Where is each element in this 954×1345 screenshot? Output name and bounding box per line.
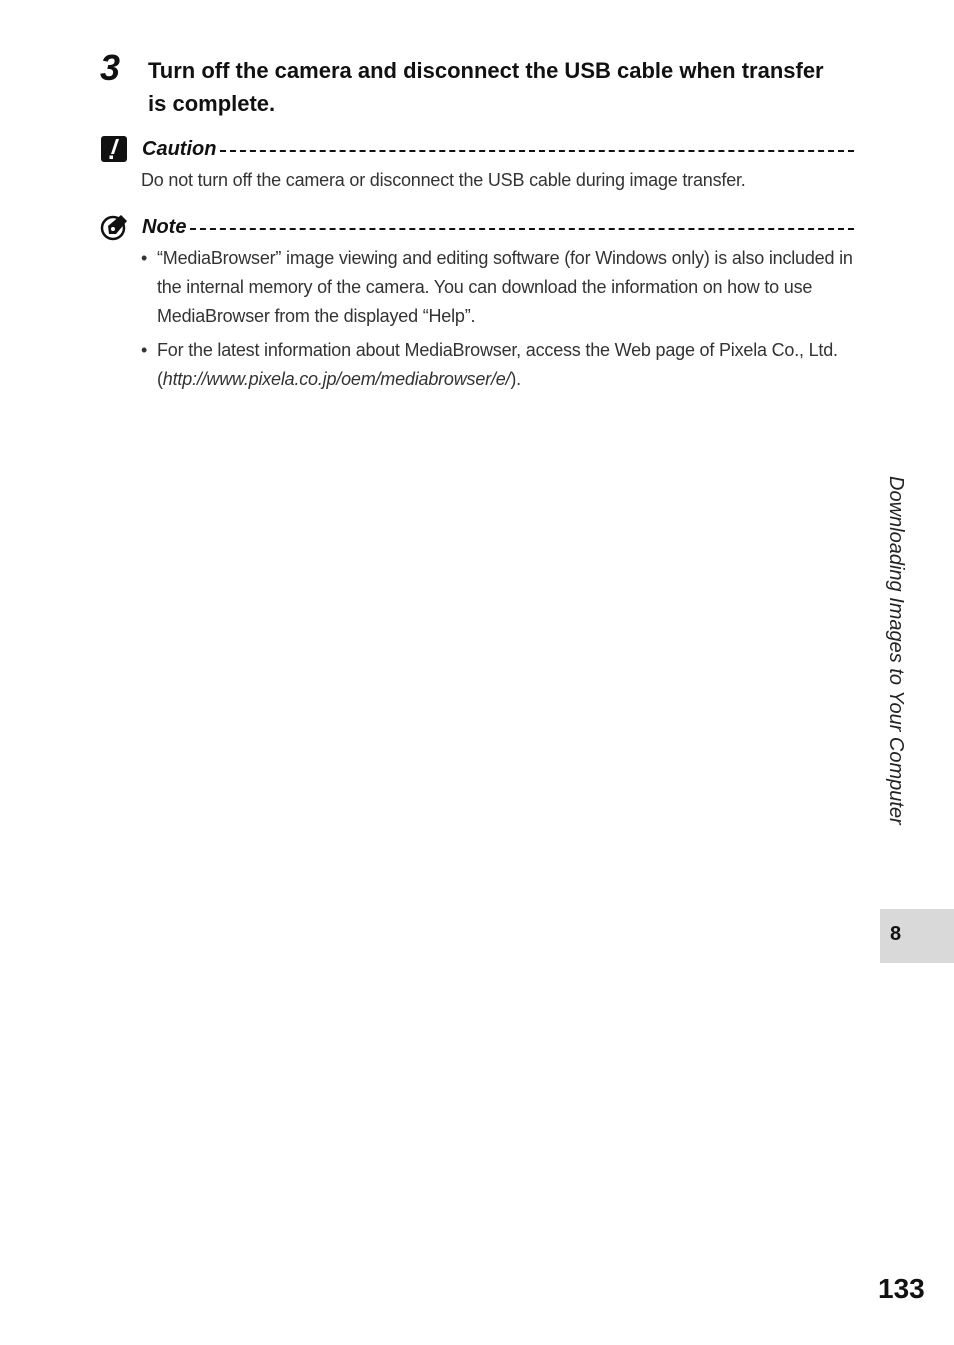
step-number: 3 [100, 47, 121, 88]
chapter-tab [880, 909, 954, 963]
chapter-number: 8 [890, 923, 902, 945]
bullet: • [141, 248, 148, 268]
caution-heading [100, 134, 854, 164]
note-item-text: For the latest information about MediaBrowser, access the Web page of Pixela Co., Ltd. ( [157, 340, 838, 389]
note-label: Note [142, 215, 187, 238]
pixela-url-link[interactable]: http://www.pixela.co.jp/oem/mediabrowser/e/ [162, 369, 511, 389]
note-item-text: “MediaBrowser” image viewing and editing software (for Windows only) is also included in the internal memory of the camera. You can download the information on how to use MediaBrowser from the displayed “Help”. [157, 248, 853, 326]
page-number: 133 [878, 1273, 925, 1304]
caution-icon [100, 134, 130, 164]
caution-text: Do not turn off the camera or disconnect the USB cable during image transfer. [141, 170, 746, 190]
note-icon [100, 212, 130, 242]
caution-label: Caution [142, 137, 217, 160]
note-item-text-end: ). [510, 369, 521, 389]
caution-divider [220, 150, 854, 152]
note-heading [100, 212, 854, 242]
note-item [141, 244, 854, 331]
step-instruction: Turn off the camera and disconnect the USB cable when transfer is complete. [148, 58, 824, 116]
note-item [141, 336, 854, 394]
note-list [141, 244, 854, 399]
bullet: • [141, 340, 148, 360]
note-divider [190, 228, 854, 230]
chapter-side-title: Downloading Images to Your Computer [885, 476, 907, 825]
